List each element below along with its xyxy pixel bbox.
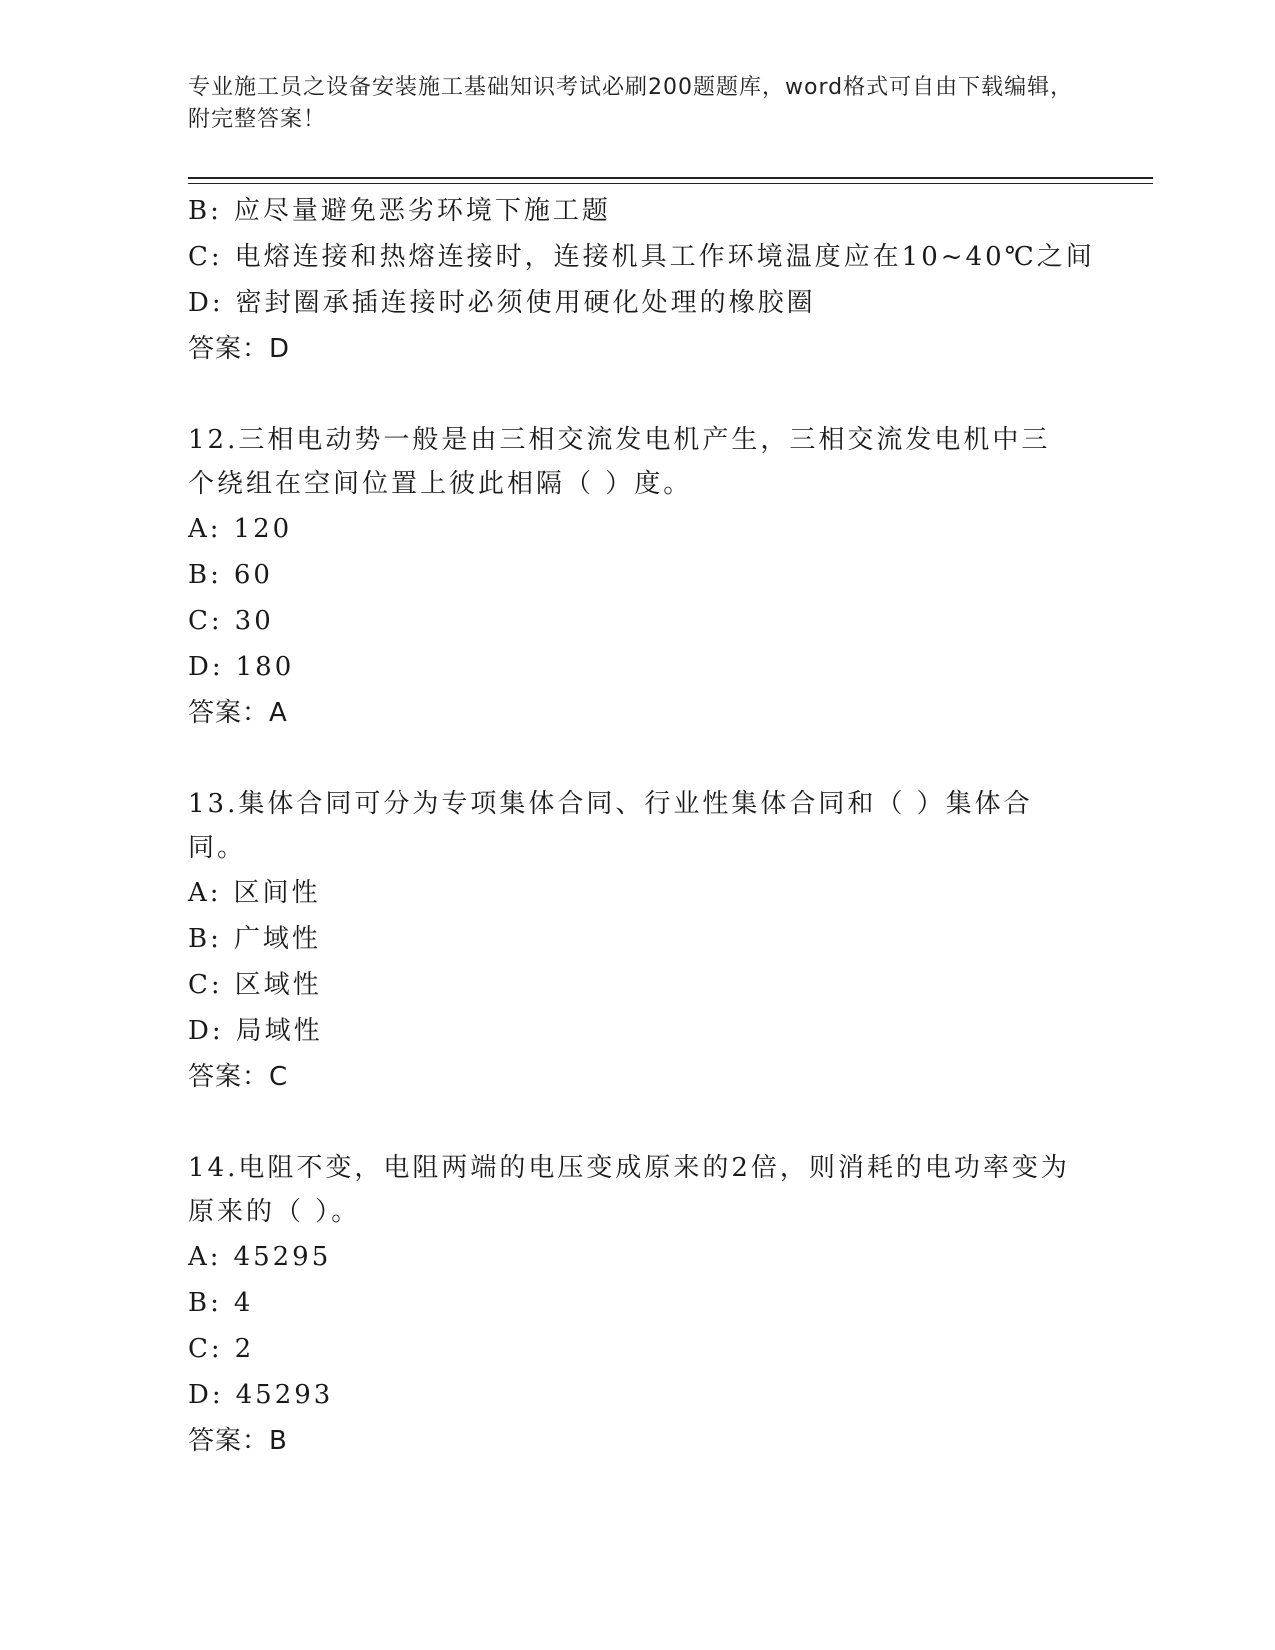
option-label: A: bbox=[188, 878, 222, 908]
option-c bbox=[188, 598, 1088, 644]
question-text: 14.电阻不变，电阻两端的电压变成原来的2倍，则消耗的电功率变为原来的（ ）。 bbox=[188, 1153, 1070, 1227]
question-12 bbox=[188, 418, 1088, 736]
option-text: 30 bbox=[234, 606, 274, 636]
option-d bbox=[188, 280, 1088, 326]
option-c bbox=[188, 234, 1095, 280]
option-text: 区域性 bbox=[234, 970, 322, 1000]
option-c bbox=[188, 962, 1088, 1008]
question-text: 12.三相电动势一般是由三相交流发电机产生，三相交流发电机中三个绕组在空间位置上彼此相隔（ ）度。 bbox=[188, 425, 1051, 499]
option-a bbox=[188, 1234, 1088, 1280]
header-divider-thick bbox=[188, 177, 1153, 179]
option-label: C: bbox=[188, 1334, 223, 1364]
option-label: C: bbox=[188, 242, 223, 272]
answer-line: 答案：B bbox=[188, 1426, 288, 1456]
answer-line: 答案：C bbox=[188, 1062, 289, 1092]
option-label: B: bbox=[188, 196, 222, 226]
option-text: 4 bbox=[233, 1288, 254, 1318]
option-text: 60 bbox=[233, 560, 273, 590]
answer-line: 答案：A bbox=[188, 698, 288, 728]
option-text: 密封圈承插连接时必须使用硬化处理的橡胶圈 bbox=[235, 288, 816, 318]
option-text: 120 bbox=[233, 514, 293, 544]
option-text: 2 bbox=[234, 1334, 255, 1364]
option-label: A: bbox=[188, 514, 222, 544]
question-13 bbox=[188, 782, 1088, 1100]
question-11-continuation bbox=[188, 188, 1095, 372]
option-label: A: bbox=[188, 1242, 222, 1272]
option-label: D: bbox=[188, 1016, 224, 1046]
option-a bbox=[188, 870, 1088, 916]
option-text: 电熔连接和热熔连接时，连接机具工作环境温度应在10~40℃之间 bbox=[234, 242, 1095, 272]
option-label: D: bbox=[188, 1380, 224, 1410]
option-label: D: bbox=[188, 288, 224, 318]
option-c bbox=[188, 1326, 1088, 1372]
option-label: B: bbox=[188, 1288, 222, 1318]
question-content bbox=[188, 188, 1095, 1464]
option-b bbox=[188, 188, 1088, 234]
answer-line: 答案：D bbox=[188, 334, 291, 364]
option-text: 180 bbox=[235, 652, 295, 682]
option-b bbox=[188, 1280, 1088, 1326]
option-label: B: bbox=[188, 924, 222, 954]
option-text: 45295 bbox=[233, 1242, 332, 1272]
option-b bbox=[188, 916, 1088, 962]
option-a bbox=[188, 506, 1088, 552]
option-text: 区间性 bbox=[233, 878, 321, 908]
header-divider-thin bbox=[188, 183, 1153, 184]
option-d bbox=[188, 1372, 1088, 1418]
option-label: B: bbox=[188, 560, 222, 590]
option-d bbox=[188, 644, 1088, 690]
option-label: D: bbox=[188, 652, 224, 682]
option-text: 45293 bbox=[235, 1380, 334, 1410]
question-14 bbox=[188, 1146, 1088, 1464]
option-text: 广域性 bbox=[233, 924, 321, 954]
spacer bbox=[188, 1100, 1088, 1146]
question-text: 13.集体合同可分为专项集体合同、行业性集体合同和（ ）集体合同。 bbox=[188, 789, 1033, 863]
document-header-title: 专业施工员之设备安装施工基础知识考试必刷200题题库，word格式可自由下载编辑，附完整答案！ bbox=[188, 75, 1074, 132]
option-text: 应尽量避免恶劣环境下施工题 bbox=[233, 196, 611, 226]
option-b bbox=[188, 552, 1088, 598]
option-label: C: bbox=[188, 970, 223, 1000]
spacer bbox=[188, 372, 1088, 418]
option-label: C: bbox=[188, 606, 223, 636]
option-text: 局域性 bbox=[235, 1016, 323, 1046]
spacer bbox=[188, 736, 1088, 782]
option-d bbox=[188, 1008, 1088, 1054]
